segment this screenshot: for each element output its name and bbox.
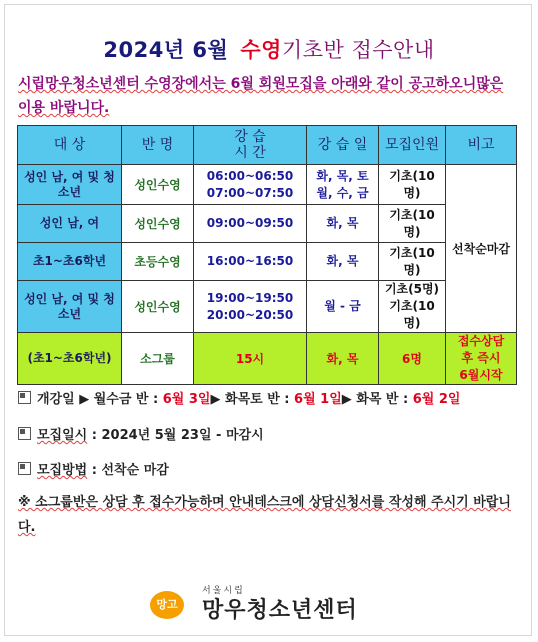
checkbox-icon bbox=[18, 427, 31, 440]
merged-note: 선착순마감 bbox=[446, 165, 517, 333]
method-value: : 선착순 마감 bbox=[91, 463, 169, 478]
row-class: 성인수영 bbox=[122, 281, 194, 333]
row-class: 성인수영 bbox=[122, 205, 194, 243]
row-target: 성인 남, 여 bbox=[18, 205, 122, 243]
row-quota bbox=[379, 281, 446, 333]
small-group-target: (초1~초6학년) bbox=[18, 333, 122, 385]
row-days bbox=[307, 165, 379, 205]
logo-badge: 망고 bbox=[150, 591, 184, 619]
logo-subtitle: 서울시립 bbox=[202, 586, 245, 596]
method-line bbox=[18, 459, 169, 478]
checkbox-icon bbox=[18, 391, 31, 404]
page-title bbox=[0, 34, 538, 64]
start-tt-label: ▶ 화목 반 : bbox=[341, 392, 409, 407]
table-header-row bbox=[18, 126, 517, 165]
start-mwf: 6월 3일 bbox=[162, 392, 211, 407]
intro-line: 시립망우청소년센터 수영장에서는 6월 회원모집을 아래와 같이 공고하오니많은 이용 바랍니다. bbox=[18, 76, 504, 116]
logo-name: 망우청소년센터 bbox=[202, 598, 358, 623]
start-label: 개강일 ▶ 월수금 반 : bbox=[37, 392, 159, 407]
notice-text: ※ 소그룹반은 상담 후 접수가능하며 안내데스크에 상담신청서를 작성해 주시기 바랍니다. bbox=[18, 495, 511, 535]
schedule-table bbox=[17, 125, 517, 385]
table-row bbox=[18, 281, 517, 333]
start-date-line bbox=[18, 388, 460, 407]
row-class: 초등수영 bbox=[122, 243, 194, 281]
row-time-2: 20:00~20:50 bbox=[206, 307, 294, 322]
method-label: 모집방법 bbox=[37, 463, 88, 478]
small-group-time: 15시 bbox=[194, 333, 307, 385]
header-time bbox=[194, 126, 307, 165]
intro-text bbox=[18, 72, 526, 120]
small-group-quota: 6명 bbox=[379, 333, 446, 385]
title-date: 2024년 6월 bbox=[103, 38, 229, 62]
row-target: 성인 남, 여 및 청소년 bbox=[18, 165, 122, 205]
row-days-1: 화, 목, 토 bbox=[316, 168, 369, 183]
header-time-line1: 강 습 bbox=[234, 129, 266, 145]
small-group-notice bbox=[18, 490, 526, 540]
row-days-2: 월, 수, 금 bbox=[316, 185, 369, 200]
period-label: 모집일시 bbox=[37, 428, 88, 443]
header-days: 강 습 일 bbox=[307, 126, 379, 165]
table-row bbox=[18, 165, 517, 205]
row-quota-1: 기초(5명) bbox=[384, 282, 440, 296]
row-quota: 기초(10명) bbox=[379, 205, 446, 243]
row-target: 성인 남, 여 및 청소년 bbox=[18, 281, 122, 333]
row-time bbox=[194, 165, 307, 205]
row-time bbox=[194, 281, 307, 333]
period-value: : 2024년 5월 23일 - 마감시 bbox=[91, 428, 264, 443]
title-rest: 기초반 접수안내 bbox=[281, 38, 435, 62]
small-group-note bbox=[446, 333, 517, 385]
row-time: 09:00~09:50 bbox=[194, 205, 307, 243]
header-time-line2: 시 간 bbox=[234, 145, 266, 161]
row-time: 16:00~16:50 bbox=[194, 243, 307, 281]
header-target: 대 상 bbox=[18, 126, 122, 165]
header-quota: 모집인원 bbox=[379, 126, 446, 165]
start-tts: 6월 1일 bbox=[294, 392, 342, 407]
row-time-2: 07:00~07:50 bbox=[206, 185, 294, 200]
center-logo bbox=[150, 583, 410, 623]
start-tts-label: ▶ 화목토 반 : bbox=[210, 392, 290, 407]
title-swim: 수영 bbox=[240, 38, 282, 62]
header-class: 반 명 bbox=[122, 126, 194, 165]
row-target: 초1~초6학년 bbox=[18, 243, 122, 281]
row-days: 월 - 금 bbox=[307, 281, 379, 333]
row-time-1: 19:00~19:50 bbox=[206, 290, 294, 305]
small-group-row bbox=[18, 333, 517, 385]
small-group-note-3: 6월시작 bbox=[459, 368, 503, 382]
small-group-note-2: 후 즉시 bbox=[461, 351, 501, 365]
small-group-class: 소그룹 bbox=[122, 333, 194, 385]
row-days: 화, 목 bbox=[307, 205, 379, 243]
header-note: 비고 bbox=[446, 126, 517, 165]
small-group-days: 화, 목 bbox=[307, 333, 379, 385]
row-class: 성인수영 bbox=[122, 165, 194, 205]
period-line bbox=[18, 424, 264, 443]
checkbox-icon bbox=[18, 462, 31, 475]
small-group-note-1: 접수상담 bbox=[457, 334, 505, 348]
table-row bbox=[18, 205, 517, 243]
row-quota-2: 기초(10명) bbox=[389, 299, 435, 330]
row-quota: 기초(10명) bbox=[379, 165, 446, 205]
row-time-1: 06:00~06:50 bbox=[206, 168, 294, 183]
row-quota: 기초(10명) bbox=[379, 243, 446, 281]
start-tt: 6월 2일 bbox=[412, 392, 461, 407]
row-days: 화, 목 bbox=[307, 243, 379, 281]
table-row bbox=[18, 243, 517, 281]
